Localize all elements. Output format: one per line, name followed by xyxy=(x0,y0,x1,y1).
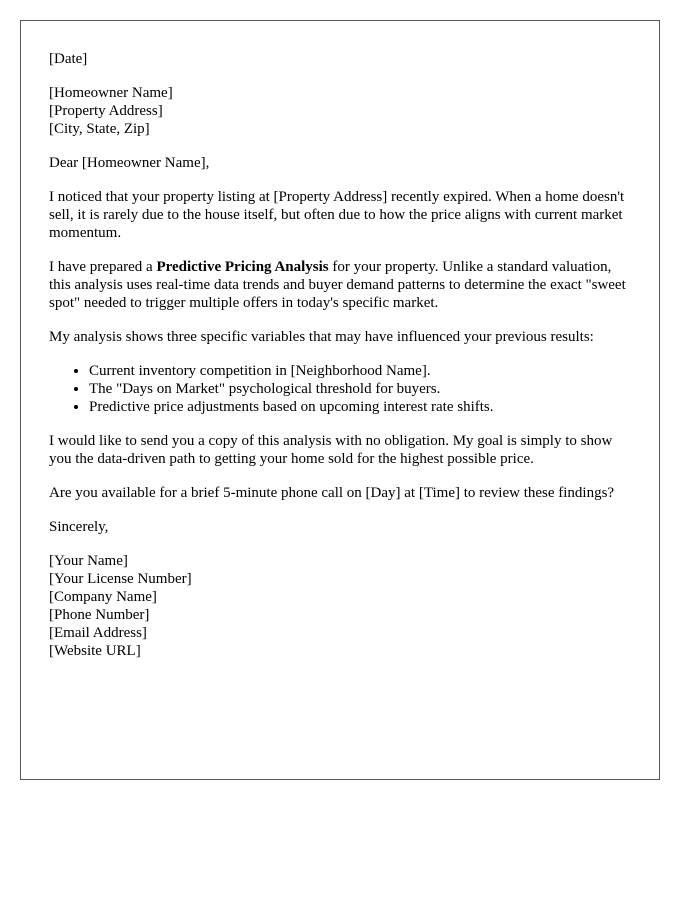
list-item: • Predictive price adjustments based on upcoming interest rate shifts. xyxy=(89,398,631,416)
paragraph-analysis-after: for your property. Unlike a standard valuation, this analysis uses real-time data trends and buyer demand patterns to determine the exact "sweet spot" needed to trigger multiple offers in today's specific market. xyxy=(49,259,626,311)
signature-email: [Email Address] xyxy=(49,625,147,641)
letter-date: [Date] xyxy=(49,51,88,67)
signature-license: [Your License Number] xyxy=(49,571,192,587)
recipient-address: [Property Address] xyxy=(49,103,163,119)
signature-phone: [Phone Number] xyxy=(49,607,150,623)
paragraph-analysis-bold: Predictive Pricing Analysis xyxy=(156,259,329,275)
list-item: • Current inventory competition in [Neighborhood Name]. xyxy=(89,362,631,380)
signature-name: [Your Name] xyxy=(49,553,128,569)
list-item: • The "Days on Market" psychological threshold for buyers. xyxy=(89,380,631,398)
letter-page xyxy=(20,20,660,780)
variables-list xyxy=(49,362,631,416)
paragraph-offer: I would like to send you a copy of this analysis with no obligation. My goal is simply to show you the data-driven path to getting your home sold for the highest possible price. xyxy=(49,433,613,467)
signature-block xyxy=(49,552,631,660)
signature-website: [Website URL] xyxy=(49,643,141,659)
salutation: Dear [Homeowner Name], xyxy=(49,155,210,171)
closing: Sincerely, xyxy=(49,519,109,535)
paragraph-analysis-before: I have prepared a xyxy=(49,259,157,275)
recipient-city-state-zip: [City, State, Zip] xyxy=(49,121,150,137)
paragraph-call-to-action: Are you available for a brief 5-minute phone call on [Day] at [Time] to review these findings? xyxy=(49,485,615,501)
paragraph-variables: My analysis shows three specific variables that may have influenced your previous results: xyxy=(49,329,594,345)
signature-company: [Company Name] xyxy=(49,589,157,605)
recipient-address-block xyxy=(49,84,631,138)
paragraph-intro: I noticed that your property listing at [Property Address] recently expired. When a home doesn't sell, it is rarely due to the house itself, but often due to how the price aligns with current market momentum. xyxy=(49,189,625,241)
paragraph-analysis xyxy=(49,258,631,312)
recipient-name: [Homeowner Name] xyxy=(49,85,173,101)
